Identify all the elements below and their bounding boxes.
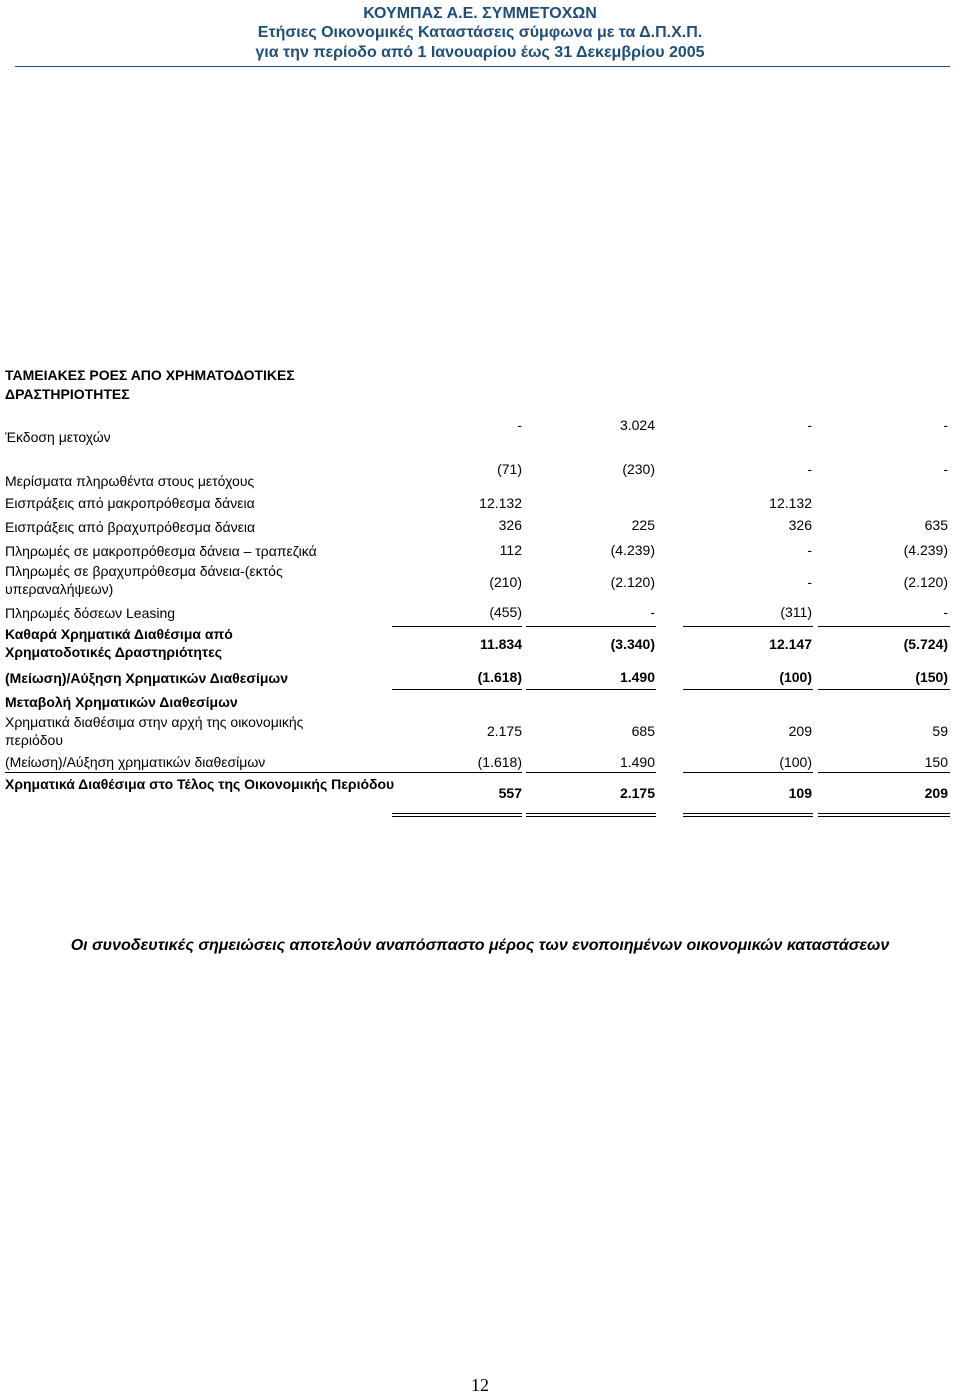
report-period: για την περίοδο από 1 Ιανουαρίου έως 31 Δεκεμβρίου 2005 — [255, 44, 705, 61]
row-label: Καθαρά Χρηματικά Διαθέσιμα από Χρηματοδοτικές Δραστηριότητες — [5, 626, 233, 660]
value-cell: (100) — [779, 669, 812, 685]
value-cell: (455) — [489, 604, 522, 620]
total-rule — [526, 689, 656, 690]
value-cell: (150) — [915, 669, 948, 685]
value-cell: 109 — [788, 785, 812, 801]
double-rule — [392, 813, 522, 814]
double-rule — [683, 813, 813, 814]
value-cell: (2.120) — [903, 574, 948, 590]
value-cell: (311) — [780, 604, 812, 620]
value-cell: 59 — [932, 723, 948, 739]
value-cell: (210) — [489, 574, 522, 590]
value-cell: (71) — [497, 461, 522, 477]
double-rule — [683, 816, 813, 817]
value-cell: (230) — [622, 461, 655, 477]
value-cell: 12.132 — [479, 495, 522, 511]
value-cell: 685 — [631, 723, 655, 739]
value-cell: - — [807, 417, 812, 433]
row-label: Χρηματικά διαθέσιμα στην αρχή της οικονομικής περιόδου — [5, 714, 304, 748]
value-cell: 209 — [788, 723, 812, 739]
value-cell: 209 — [924, 785, 948, 801]
row-label: Πληρωμές δόσεων Leasing — [5, 605, 176, 621]
value-cell: 326 — [788, 517, 812, 533]
double-rule — [526, 813, 656, 814]
subtotal-rule — [526, 626, 656, 627]
subtotal-rule — [392, 772, 522, 773]
row-label: (Μείωση)/Αύξηση χρηματικών διαθεσίμων — [5, 754, 266, 770]
value-cell: 225 — [631, 517, 655, 533]
value-cell: 557 — [498, 785, 522, 801]
value-cell: (2.120) — [610, 574, 655, 590]
row-label: Έκδοση μετοχών — [5, 429, 111, 445]
page-number: 12 — [471, 1375, 489, 1395]
value-cell: 150 — [924, 754, 948, 770]
value-cell: (1.618) — [477, 669, 522, 685]
value-cell: (100) — [779, 754, 812, 770]
row-label: Πληρωμές σε μακροπρόθεσμα δάνεια – τραπεζικά — [5, 543, 317, 559]
double-rule — [818, 813, 950, 814]
value-cell: - — [943, 417, 948, 433]
report-subtitle: Ετήσιες Οικονομικές Καταστάσεις σύμφωνα με τα Δ.Π.Χ.Π. — [257, 24, 703, 41]
double-rule — [526, 816, 656, 817]
value-cell: (4.239) — [903, 542, 948, 558]
value-cell: 326 — [498, 517, 522, 533]
value-cell: 635 — [924, 517, 948, 533]
total-rule — [818, 689, 950, 690]
row-label: Μερίσματα πληρωθέντα στους μετόχους — [5, 473, 255, 489]
value-cell: 1.490 — [619, 754, 655, 770]
value-cell: (1.618) — [477, 754, 522, 770]
header-rule — [15, 66, 950, 67]
double-rule — [818, 816, 950, 817]
double-rule — [392, 816, 522, 817]
value-cell: 3.024 — [619, 417, 655, 433]
value-cell: - — [517, 417, 522, 433]
value-cell: - — [943, 461, 948, 477]
subsection-title: Μεταβολή Χρηματικών Διαθεσίμων — [5, 694, 238, 710]
company-name: ΚΟΥΜΠΑΣ Α.Ε. ΣΥΜΜΕΤΟΧΩΝ — [363, 5, 597, 22]
value-cell: (3.340) — [610, 636, 655, 652]
footnote: Οι συνοδευτικές σημειώσεις αποτελούν αναπόσπαστο μέρος των ενοποιημένων οικονομικών καταστάσεων — [70, 937, 890, 954]
value-cell: - — [807, 574, 812, 590]
value-cell: - — [807, 461, 812, 477]
row-label: Χρηματικά Διαθέσιμα στο Τέλος της Οικονομικής Περιόδου — [5, 776, 395, 792]
subtotal-rule — [818, 772, 950, 773]
value-cell: - — [650, 604, 655, 620]
total-rule — [683, 689, 813, 690]
subtotal-rule — [818, 626, 950, 627]
value-cell: 12.147 — [769, 636, 812, 652]
subtotal-rule — [392, 626, 522, 627]
row-label: Πληρωμές σε βραχυπρόθεσμα δάνεια-(εκτός υπεραναλήψεων) — [5, 563, 283, 597]
row-label: Εισπράξεις από μακροπρόθεσμα δάνεια — [5, 495, 255, 511]
value-cell: 1.490 — [619, 669, 655, 685]
row-label: Εισπράξεις από βραχυπρόθεσμα δάνεια — [5, 519, 256, 535]
value-cell: 2.175 — [619, 785, 655, 801]
subtotal-rule — [526, 772, 656, 773]
value-cell: (5.724) — [903, 636, 948, 652]
section-title: ΤΑΜΕΙΑΚΕΣ ΡΟΕΣ ΑΠΟ ΧΡΗΜΑΤΟΔΟΤΙΚΕΣ ΔΡΑΣΤΗΡΙΟΤΗΤΕΣ — [5, 367, 295, 402]
subtotal-rule — [683, 626, 813, 627]
value-cell: (4.239) — [610, 542, 655, 558]
value-cell: - — [943, 604, 948, 620]
value-cell: 112 — [499, 542, 522, 558]
value-cell: 12.132 — [769, 495, 812, 511]
value-cell: 2.175 — [486, 723, 522, 739]
label-rule — [5, 772, 392, 773]
value-cell: - — [807, 542, 812, 558]
value-cell: 11.834 — [479, 636, 522, 652]
row-label: (Μείωση)/Αύξηση Χρηματικών Διαθεσίμων — [5, 670, 289, 686]
total-rule — [392, 689, 522, 690]
subtotal-rule — [683, 772, 813, 773]
